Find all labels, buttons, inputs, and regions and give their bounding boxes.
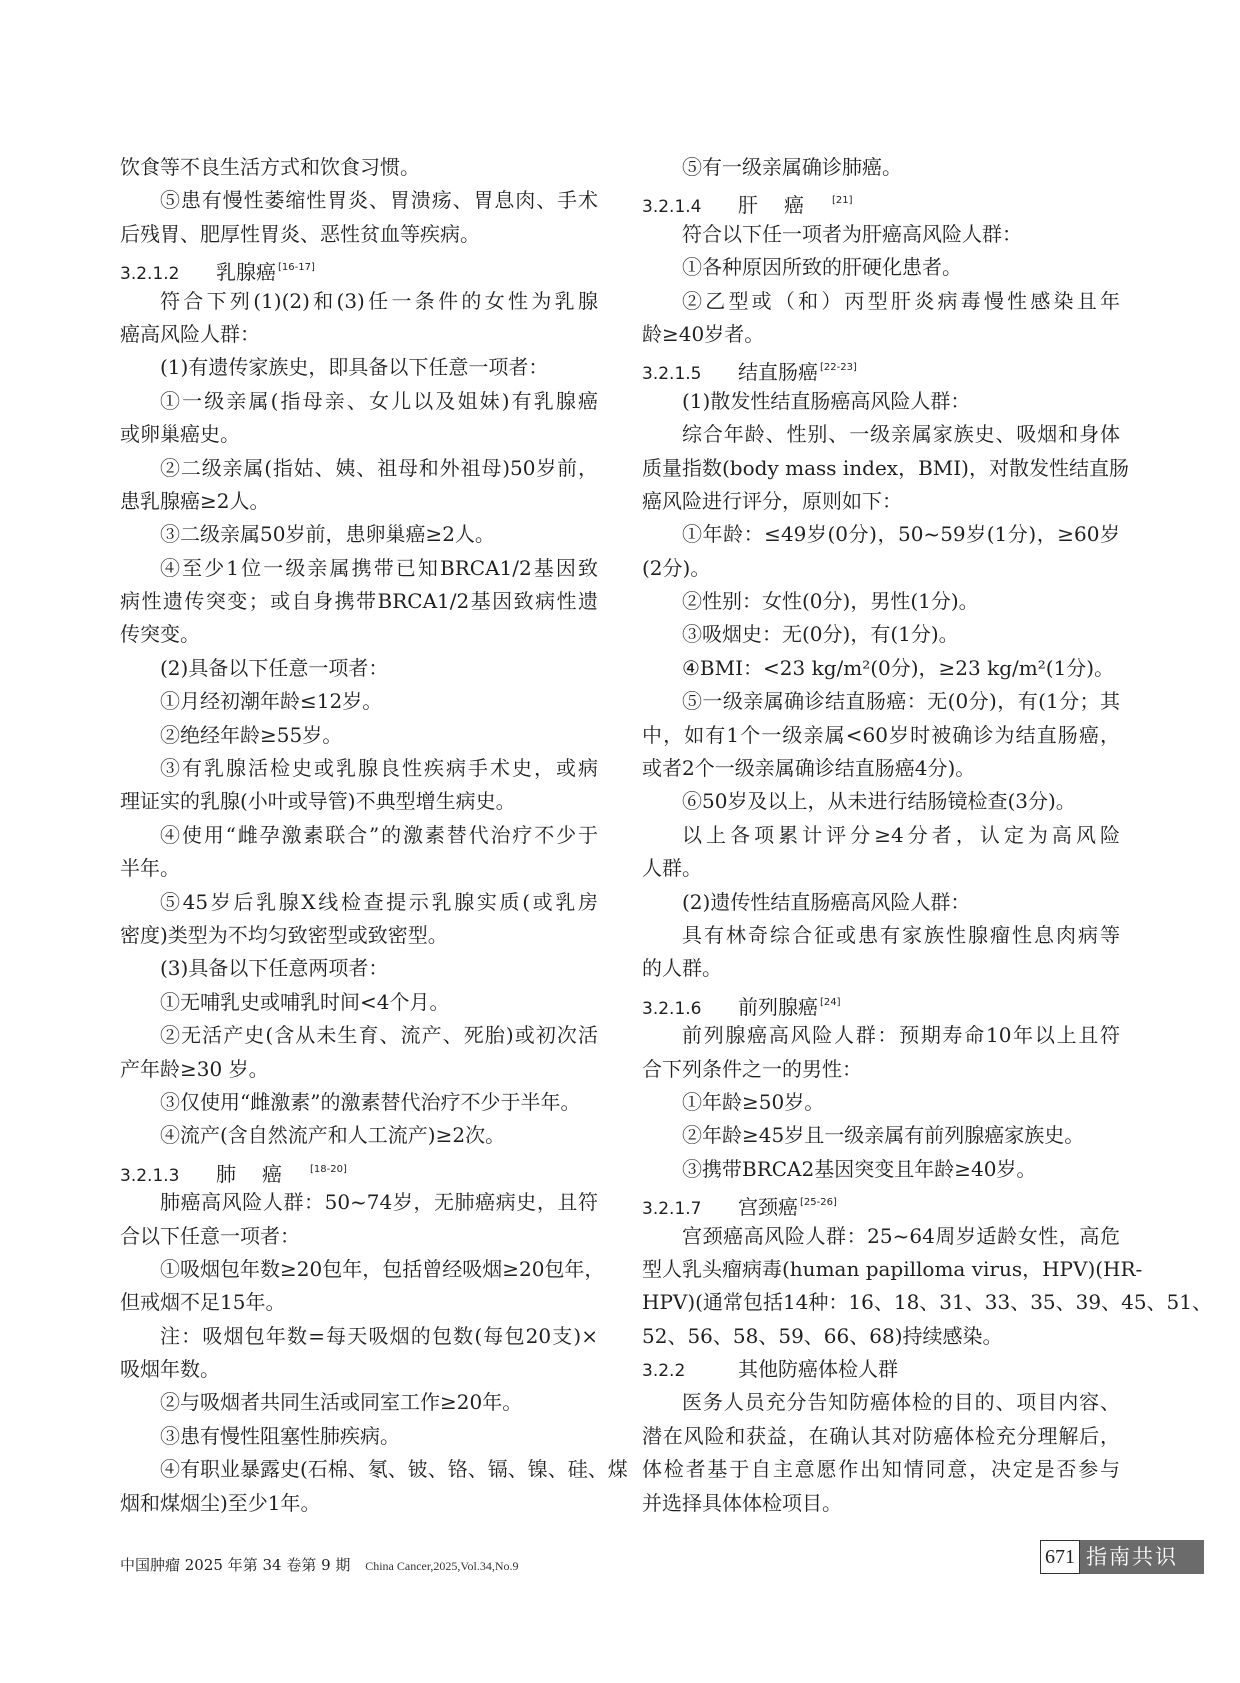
- text-line: ②性别：女性(0分)，男性(1分)。: [682, 589, 979, 614]
- page-number: 671: [1040, 1540, 1080, 1574]
- text-line: 烟和煤烟尘)至少1年。: [120, 1490, 321, 1515]
- text-line: 吸烟年数。: [120, 1357, 220, 1382]
- text-line: 以上各项累计评分≥4分者，认定为高风险: [682, 822, 1120, 847]
- text-line: ①无哺乳史或哺乳时间<4个月。: [160, 989, 450, 1014]
- text-line: ④至少1位一级亲属携带已知BRCA1/2基因致: [160, 555, 598, 580]
- text-line: ④BMI：<23 kg/m²(0分)，≥23 kg/m²(1分)。: [682, 655, 1115, 680]
- text-line: 体检者基于自主意愿作出知情同意，决定是否参与: [642, 1457, 1120, 1482]
- text-line: 合下列条件之一的男性：: [642, 1056, 862, 1081]
- page-footer: [120, 1548, 1120, 1582]
- text-line: 中，如有1个一级亲属<60岁时被确诊为结直肠癌，: [642, 722, 1120, 747]
- text-line: 癌高风险人群：: [120, 321, 260, 346]
- text-line: 密度)类型为不均匀致密型或致密型。: [120, 922, 448, 947]
- section-title: 其他防癌体检人群: [738, 1357, 898, 1382]
- section-number: 3.2.1.5: [642, 364, 702, 385]
- text-line: ④流产(含自然流产和人工流产)≥2次。: [160, 1123, 506, 1148]
- text-line: 产年龄≥30 岁。: [120, 1056, 269, 1081]
- text-line: 医务人员充分告知防癌体检的目的、项目内容、: [682, 1390, 1120, 1415]
- text-line: ①一级亲属(指母亲、女儿以及姐妹)有乳腺癌: [160, 388, 598, 413]
- text-line: ②年龄≥45岁且一级亲属有前列腺癌家族史。: [682, 1123, 1085, 1148]
- right-column: [642, 151, 1212, 1520]
- text-line: ⑤一级亲属确诊结直肠癌：无(0分)，有(1分；其: [682, 689, 1120, 714]
- section-title: 乳腺癌: [216, 260, 276, 285]
- text-line: (2分)。: [642, 555, 711, 580]
- section-number: 3.2.1.4: [642, 197, 702, 218]
- text-line: ③携带BRCA2基因突变且年龄≥40岁。: [682, 1156, 1037, 1181]
- text-line: 合以下任意一项者：: [120, 1223, 300, 1248]
- text-line: 饮食等不良生活方式和饮食习惯。: [120, 155, 420, 179]
- text-line: ③患有慢性阻塞性肺疾病。: [160, 1423, 400, 1448]
- text-line: 肺癌高风险人群：50~74岁，无肺癌病史，且符: [160, 1190, 598, 1215]
- text-line: ④使用“雌孕激素联合”的激素替代治疗不少于: [160, 822, 598, 847]
- text-line: (3)具备以下任意两项者：: [160, 956, 389, 981]
- section-heading: [642, 184, 1120, 217]
- section-heading: [120, 1153, 598, 1186]
- text-line: 半年。: [120, 856, 180, 881]
- text-line: ②与吸烟者共同生活或同室工作≥20年。: [160, 1390, 523, 1415]
- text-line: 符合以下任一项者为肝癌高风险人群：: [682, 221, 1022, 246]
- text-line: 但戒烟不足15年。: [120, 1290, 286, 1315]
- text-line: ④有职业暴露史(石棉、氡、铍、铬、镉、镍、硅、煤: [160, 1457, 628, 1482]
- text-line: ②乙型或（和）丙型肝炎病毒慢性感染且年: [682, 288, 1120, 313]
- section-number: 3.2.2: [642, 1361, 686, 1382]
- text-line: 理证实的乳腺(小叶或导管)不典型增生病史。: [120, 789, 516, 814]
- text-line: 型人乳头瘤病毒(human papilloma virus，HPV)(HR-: [642, 1256, 1143, 1281]
- section-heading: [642, 1186, 1120, 1219]
- text-line: ③有乳腺活检史或乳腺良性疾病手术史，或病: [160, 756, 598, 781]
- page-tab: [1040, 1540, 1204, 1574]
- section-title: 肝癌: [738, 193, 830, 218]
- text-line: ③仅使用“雌激素”的激素替代治疗不少于半年。: [160, 1089, 581, 1114]
- text-line: 综合年龄、性别、一级亲属家族史、吸烟和身体: [682, 422, 1120, 447]
- text-line: 具有林奇综合征或患有家族性腺瘤性息肉病等: [682, 922, 1120, 947]
- text-line: ⑤患有慢性萎缩性胃炎、胃溃疡、胃息肉、手术: [160, 188, 598, 213]
- journal-name-en: China Cancer,2025,Vol.34,No.9: [365, 1559, 519, 1573]
- text-line: 后残胃、肥厚性胃炎、恶性贫血等疾病。: [120, 221, 480, 246]
- citation-ref: [25-26]: [800, 1197, 837, 1209]
- text-line: ⑤45岁后乳腺X线检查提示乳腺实质(或乳房: [160, 889, 598, 914]
- text-line: 注：吸烟包年数=每天吸烟的包数(每包20支)×: [160, 1323, 598, 1348]
- text-line: ②绝经年龄≥55岁。: [160, 722, 343, 747]
- text-line: (2)具备以下任意一项者：: [160, 655, 389, 680]
- text-line: 质量指数(body mass index，BMI)，对散发性结直肠: [642, 455, 1129, 480]
- section-title: 肺癌: [216, 1161, 308, 1186]
- citation-ref: [21]: [832, 195, 853, 207]
- section-title: 前列腺癌: [738, 994, 818, 1019]
- section-number: 3.2.1.2: [120, 264, 180, 285]
- text-line: (1)有遗传家族史，即具备以下任意一项者：: [160, 355, 549, 380]
- section-heading: [642, 1353, 1120, 1386]
- text-line: (1)散发性结直肠癌高风险人群：: [682, 388, 971, 413]
- text-line: ②无活产史(含从未生育、流产、死胎)或初次活: [160, 1023, 598, 1048]
- text-line: ③吸烟史：无(0分)，有(1分)。: [682, 622, 959, 647]
- text-line: 前列腺癌高风险人群：预期寿命10年以上且符: [682, 1023, 1120, 1048]
- text-line: 符合下列(1)(2)和(3)任一条件的女性为乳腺: [160, 288, 598, 313]
- text-line: 宫颈癌高风险人群：25~64周岁适龄女性，高危: [682, 1223, 1120, 1248]
- section-heading: [642, 351, 1120, 384]
- section-label: 指南共识: [1080, 1540, 1204, 1574]
- section-heading: [642, 986, 1120, 1019]
- text-line: ①各种原因所致的肝硬化患者。: [682, 255, 962, 280]
- text-line: ①年龄≥50岁。: [682, 1089, 825, 1114]
- text-line: 病性遗传突变；或自身携带BRCA1/2基因致病性遗: [120, 589, 598, 614]
- section-number: 3.2.1.6: [642, 998, 702, 1019]
- text-line: 癌风险进行评分，原则如下：: [642, 488, 902, 513]
- text-line: 人群。: [642, 856, 702, 881]
- citation-ref: [16-17]: [278, 262, 315, 274]
- text-line: ①年龄：≤49岁(0分)，50~59岁(1分)，≥60岁: [682, 522, 1120, 547]
- text-line: ②二级亲属(指姑、姨、祖母和外祖母)50岁前，: [160, 455, 598, 480]
- text-line: 潜在风险和获益，在确认其对防癌体检充分理解后，: [642, 1423, 1120, 1448]
- citation-ref: [24]: [820, 996, 841, 1008]
- section-heading: [120, 251, 598, 284]
- citation-ref: [22-23]: [820, 362, 857, 374]
- text-line: 52、56、58、59、66、68)持续感染。: [642, 1323, 1003, 1348]
- text-line: 并选择具体体检项目。: [642, 1490, 842, 1515]
- journal-name-cn: 中国肿瘤 2025 年第 34 卷第 9 期: [120, 1556, 351, 1574]
- text-line: 或者2个一级亲属确诊结直肠癌4分)。: [642, 756, 976, 781]
- left-column: [120, 151, 628, 1520]
- text-line: 或卵巢癌史。: [120, 422, 240, 447]
- section-number: 3.2.1.7: [642, 1199, 702, 1220]
- text-line: 龄≥40岁者。: [642, 321, 765, 346]
- section-title: 宫颈癌: [738, 1195, 798, 1220]
- section-title: 结直肠癌: [738, 360, 818, 385]
- text-line: ①吸烟包年数≥20包年，包括曾经吸烟≥20包年，: [160, 1256, 605, 1281]
- text-line: HPV)(通常包括14种：16、18、31、33、35、39、45、51、: [642, 1290, 1212, 1315]
- text-line: 的人群。: [642, 956, 722, 981]
- text-line: ⑥50岁及以上，从未进行结肠镜检查(3分)。: [682, 789, 1076, 814]
- citation-ref: [18-20]: [310, 1163, 347, 1175]
- text-line: 传突变。: [120, 622, 200, 647]
- text-line: (2)遗传性结直肠癌高风险人群：: [682, 889, 971, 914]
- text-line: 患乳腺癌≥2人。: [120, 488, 270, 513]
- section-number: 3.2.1.3: [120, 1165, 180, 1186]
- text-line: ③二级亲属50岁前，患卵巢癌≥2人。: [160, 522, 495, 547]
- text-line: ⑤有一级亲属确诊肺癌。: [682, 155, 902, 179]
- text-line: ①月经初潮年龄≤12岁。: [160, 689, 383, 714]
